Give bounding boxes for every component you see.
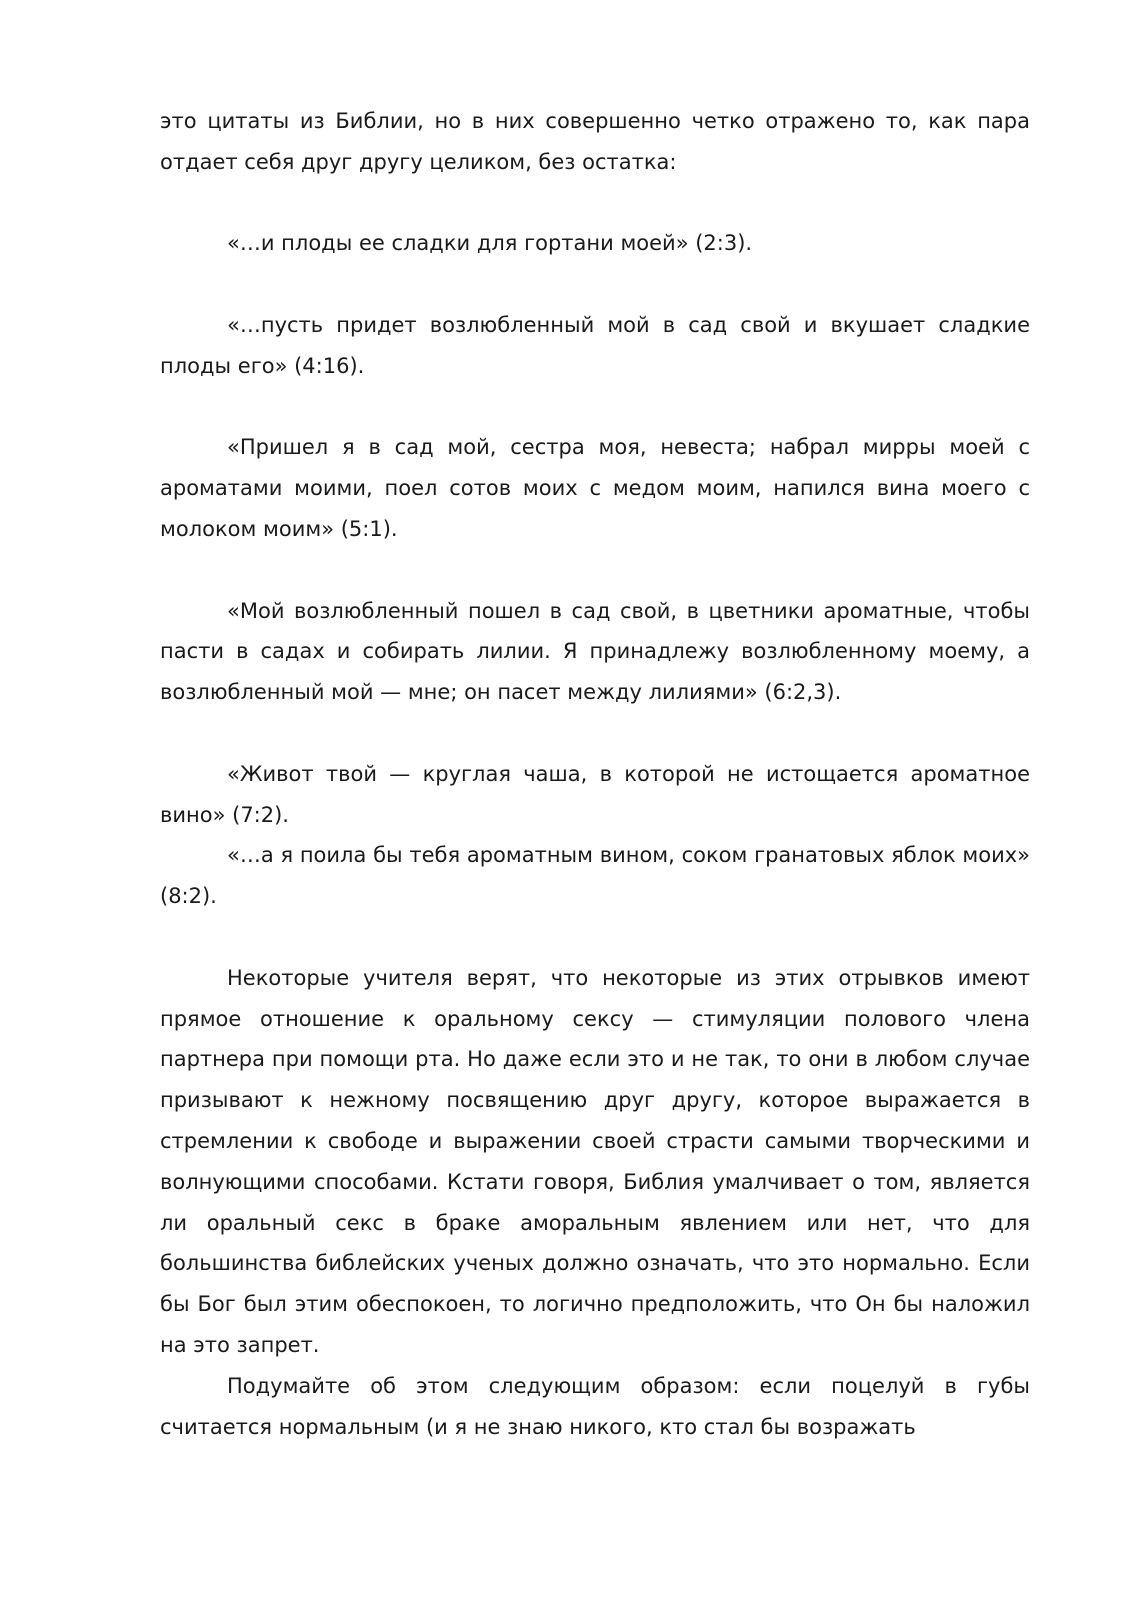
quote-7-2: «Живот твой — круглая чаша, в которой не истощается ароматное вино» (7:2).	[160, 761, 1030, 827]
quote-2-3: «…и плоды ее сладки для гортани моей» (2:3).	[227, 231, 753, 256]
paragraph-think: Подумайте об этом следующим образом: если поцелуй в губы считается нормальным (и я не знаю никого, кто стал бы возражать	[160, 1373, 1030, 1439]
paragraph-intro: это цитаты из Библии, но в них совершенно четко отражено то, как пара отдает себя друг другу целиком, без остатка:	[160, 109, 1030, 174]
paragraph-teachers: Некоторые учителя верят, что некоторые из этих отрывков имеют прямое отношение к оральному сексу — стимуляции полового члена партнера при помощи рта. Но даже если это и не так, то они в любом случае призывают к нежному посвящению друг другу, которое выражается в стремлении к свободе и выражении своей страсти самыми творческими и волнующими способами. Кстати говоря, Библия умалчивает о том, является ли оральный секс в браке аморальным явлением или нет, что для большинства библейских ученых должно означать, что это нормально. Если бы Бог был этим обеспокоен, то логично предположить, что Он бы наложил на это запрет.	[160, 965, 1030, 1357]
quote-6-2-3: «Мой возлюбленный пошел в сад свой, в цветники ароматные, чтобы пасти в садах и собирать лилии. Я принадлежу возлюбленному моему, а возлюбленный мой — мне; он пасет между лилиями» (6:2,3).	[160, 598, 1030, 705]
quote-8-2: «…а я поила бы тебя ароматным вином, соком гранатовых яблок моих» (8:2).	[160, 843, 1030, 909]
quote-4-16: «…пусть придет возлюбленный мой в сад свой и вкушает сладкие плоды его» (4:16).	[160, 312, 1030, 378]
quote-5-1: «Пришел я в сад мой, сестра моя, невеста; набрал мирры моей с ароматами моими, поел сотов моих с медом моим, напился вина моего с молоком моим» (5:1).	[160, 435, 1030, 541]
body-text	[160, 101, 1030, 1447]
